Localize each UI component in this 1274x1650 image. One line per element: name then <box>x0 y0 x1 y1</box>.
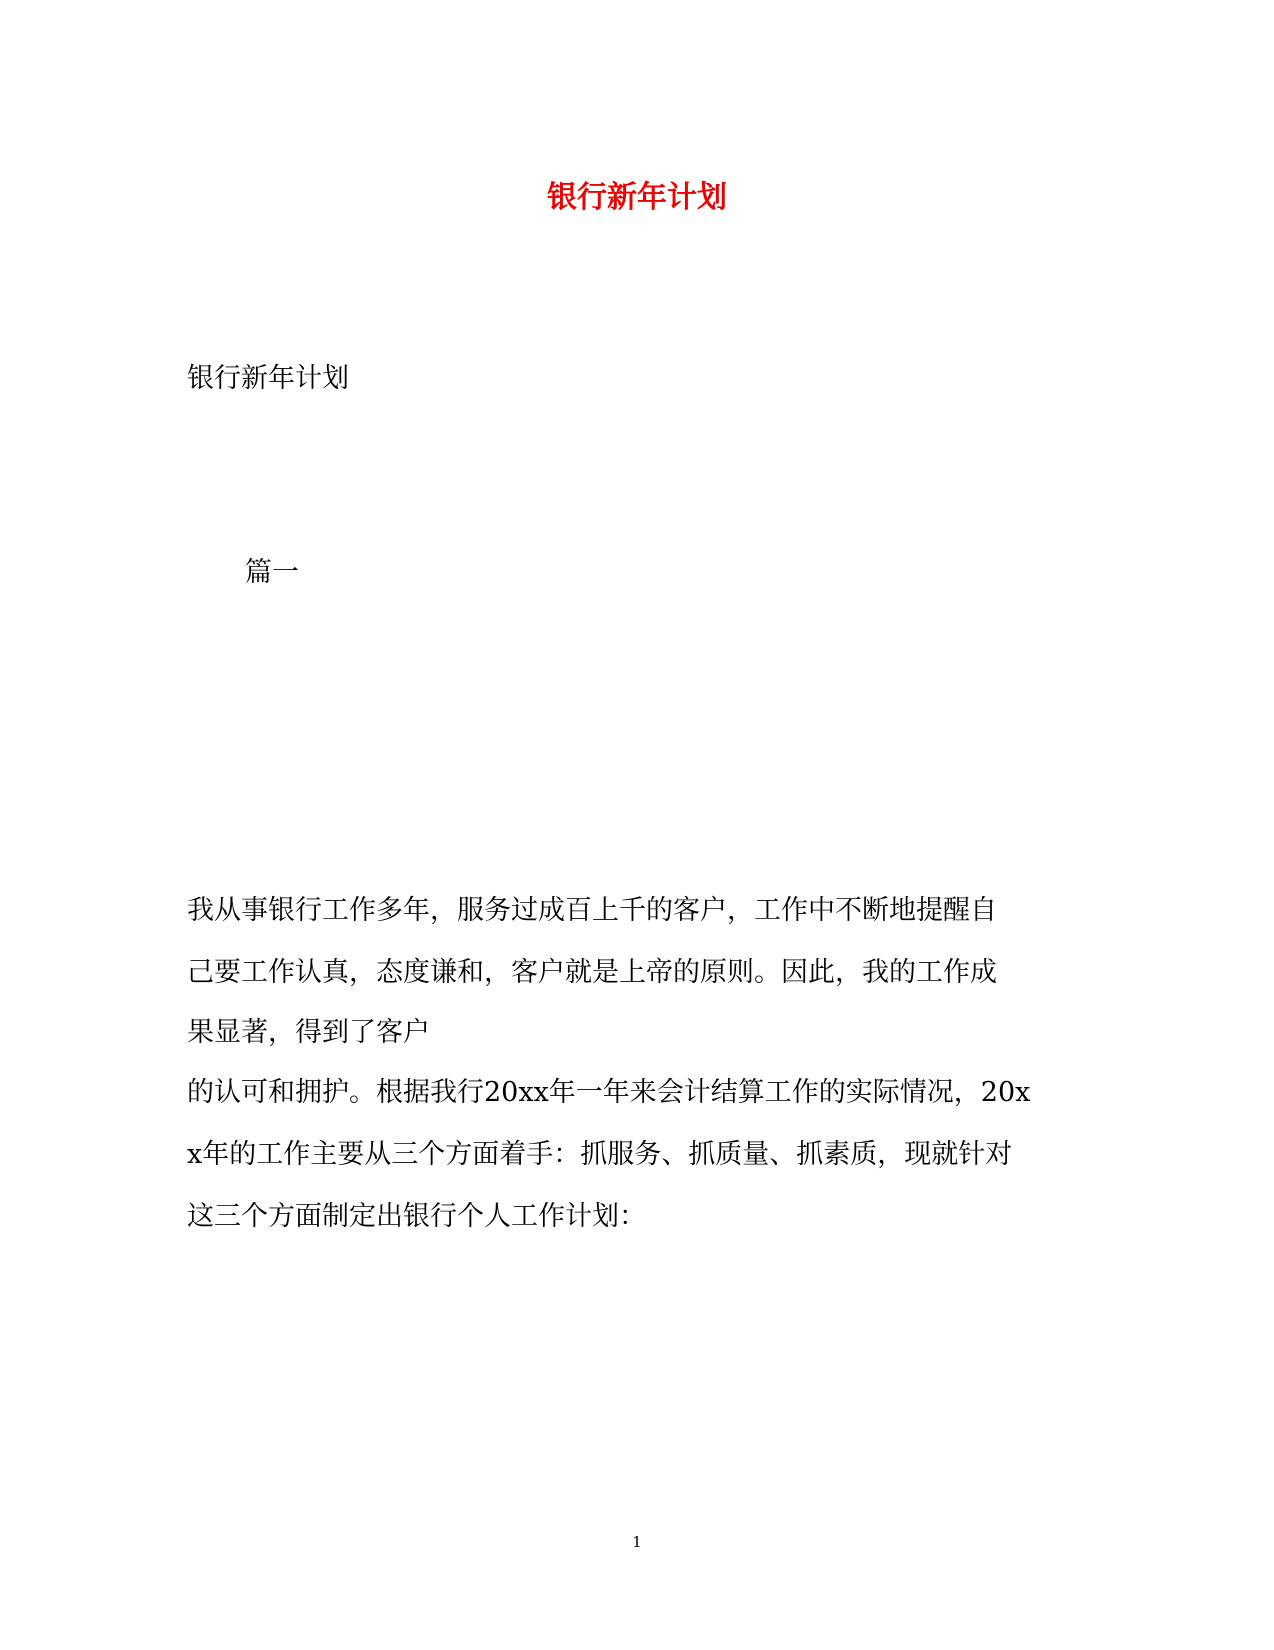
document-subtitle: 银行新年计划 <box>187 363 349 394</box>
body-line: x年的工作主要从三个方面着手：抓服务、抓质量、抓素质，现就针对 <box>187 1139 1013 1170</box>
body-paragraph <box>187 880 1087 1248</box>
body-line: 果显著，得到了客户 <box>187 1017 430 1048</box>
body-line: 我从事银行工作多年，服务过成百上千的客户，工作中不断地提醒自 <box>187 895 997 926</box>
page-number: 1 <box>632 1533 642 1551</box>
body-line: 的认可和拥护。根据我行20xx年一年来会计结算工作的实际情况，20x <box>187 1077 1031 1108</box>
document-title: 银行新年计划 <box>547 180 727 215</box>
section-heading: 篇一 <box>245 557 299 588</box>
body-line: 己要工作认真，态度谦和，客户就是上帝的原则。因此，我的工作成 <box>187 957 997 988</box>
body-line: 这三个方面制定出银行个人工作计划： <box>187 1201 646 1232</box>
